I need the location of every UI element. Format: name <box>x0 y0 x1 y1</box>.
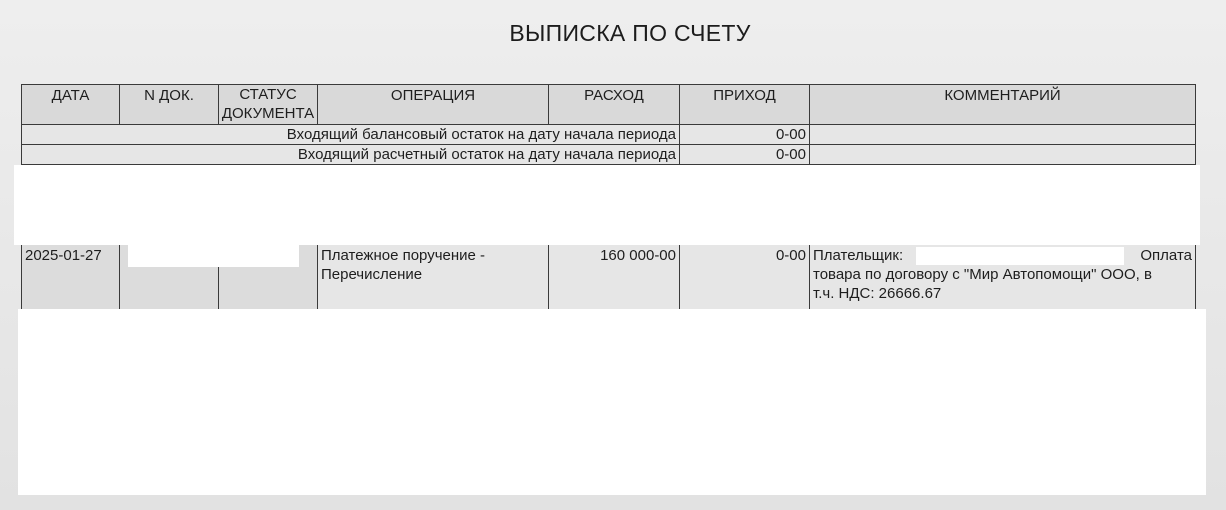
transaction-credit: 0-00 <box>680 245 810 309</box>
header-credit: ПРИХОД <box>680 84 810 125</box>
header-status-line1: СТАТУС <box>239 86 297 103</box>
balance-row-value: 0-00 <box>680 145 810 165</box>
balance-row-comment <box>810 145 1196 165</box>
redaction-block <box>916 247 1124 265</box>
balance-row-label: Входящий балансовый остаток на дату начала периода <box>21 125 680 145</box>
redaction-block <box>14 165 1200 245</box>
transaction-date: 2025-01-27 <box>21 245 120 309</box>
header-date: ДАТА <box>21 84 120 125</box>
transaction-operation <box>318 245 549 309</box>
balance-row-label: Входящий расчетный остаток на дату начала периода <box>21 145 680 165</box>
comment-line2: товара по договору с "Мир Автопомощи" ООО, в <box>813 266 1152 283</box>
comment-line3: т.ч. НДС: 26666.67 <box>813 285 942 302</box>
redaction-block <box>18 309 1206 495</box>
header-doc-number: N ДОК. <box>120 84 219 125</box>
header-comment: КОММЕНТАРИЙ <box>810 84 1196 125</box>
header-debit: РАСХОД <box>549 84 680 125</box>
comment-payer-label: Плательщик: <box>813 247 904 264</box>
header-status-line2: ДОКУМЕНТА <box>221 105 315 122</box>
balance-row-value: 0-00 <box>680 125 810 145</box>
statement-title: ВЫПИСКА ПО СЧЕТУ <box>509 20 751 46</box>
redaction-block <box>128 245 299 267</box>
comment-line1-tail: Оплата <box>1140 247 1192 264</box>
balance-row-comment <box>810 125 1196 145</box>
header-operation: ОПЕРАЦИЯ <box>318 84 549 125</box>
operation-line2: Перечисление <box>321 266 423 283</box>
transaction-debit: 160 000-00 <box>549 245 680 309</box>
operation-line1: Платежное поручение - <box>321 247 486 264</box>
header-document-status <box>219 84 318 125</box>
